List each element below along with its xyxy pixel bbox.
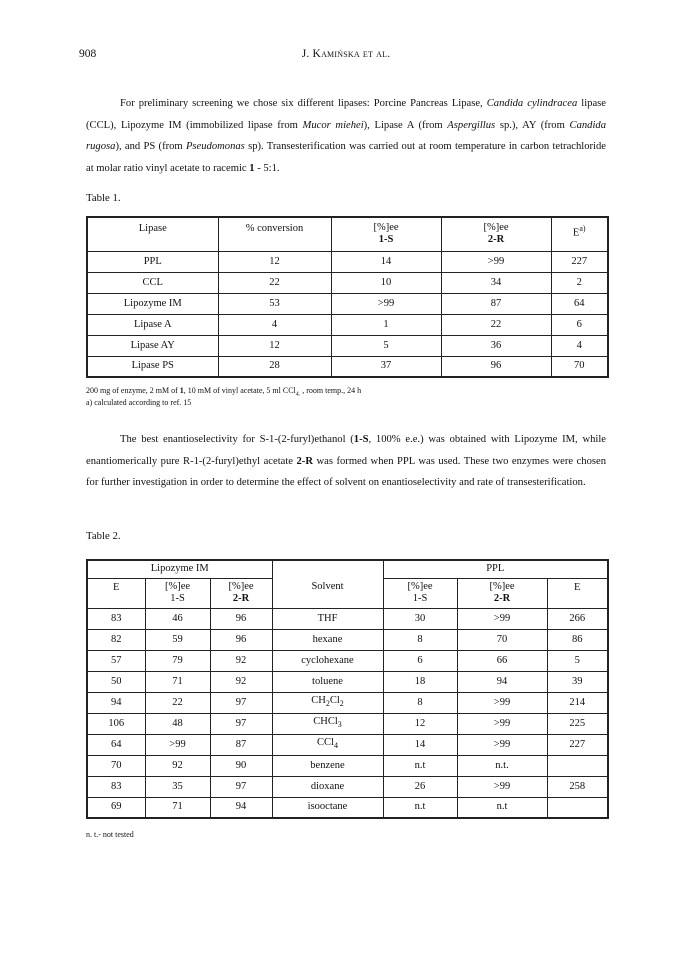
text-run: Candida cylindracea xyxy=(486,98,578,109)
table-cell: 106 xyxy=(87,713,145,734)
table-row xyxy=(87,713,608,734)
header-ee-2r-lipozyme: [%]ee 2-R xyxy=(210,578,272,608)
table-cell: 22 xyxy=(145,692,210,713)
table-1 xyxy=(86,216,609,378)
running-head-text: J. Kamińska et al. xyxy=(301,48,391,60)
table-cell: 94 xyxy=(457,671,547,692)
table-cell: 82 xyxy=(87,629,145,650)
table-row xyxy=(87,734,608,755)
text-run: sp.), AY (from xyxy=(495,119,570,131)
text-run: Candida rugosa xyxy=(86,119,607,152)
header-lipase: Lipase xyxy=(87,217,218,251)
table-cell: 92 xyxy=(145,755,210,776)
text-run: 2-R xyxy=(296,455,313,467)
table-cell: Lipozyme IM xyxy=(87,293,218,314)
table-cell: 258 xyxy=(547,776,608,797)
table-cell: 4 xyxy=(551,335,608,356)
table-cell: 14 xyxy=(331,251,441,272)
table-cell: n.t. xyxy=(457,755,547,776)
table-cell: n.t xyxy=(383,755,457,776)
table-1-footnote-2: a) calculated according to ref. 15 xyxy=(86,398,192,407)
table-cell: 12 xyxy=(218,251,331,272)
table-cell: Lipase PS xyxy=(87,356,218,377)
table-cell: 70 xyxy=(551,356,608,377)
table-cell: 6 xyxy=(383,650,457,671)
group-ppl: PPL xyxy=(383,560,608,578)
table-row xyxy=(87,776,608,797)
table-cell: 37 xyxy=(331,356,441,377)
table-2-header-row xyxy=(87,578,608,608)
text-run: - 5:1. xyxy=(254,162,280,174)
text-run: Mucor miehei xyxy=(302,119,364,131)
table-cell: 92 xyxy=(210,650,272,671)
table-cell: 214 xyxy=(547,692,608,713)
solvent-cell: cyclohexane xyxy=(272,650,383,671)
table-2 xyxy=(86,559,609,819)
table-1-footnote-rule xyxy=(86,377,607,378)
table-cell: Lipase A xyxy=(87,314,218,335)
table-cell: 18 xyxy=(383,671,457,692)
table-cell: 39 xyxy=(547,671,608,692)
table-cell: 97 xyxy=(210,713,272,734)
group-spacer xyxy=(272,560,383,578)
table-cell: 97 xyxy=(210,776,272,797)
running-head xyxy=(0,48,692,60)
table-cell: >99 xyxy=(457,713,547,734)
table-cell: >99 xyxy=(441,251,551,272)
table-2-footnote: n. t.- not tested xyxy=(86,830,134,839)
table-cell: 96 xyxy=(210,608,272,629)
solvent-cell: toluene xyxy=(272,671,383,692)
table-cell: 48 xyxy=(145,713,210,734)
text-run: The best enantioselectivity for S-1-(2-furyl)ethanol ( xyxy=(120,434,354,445)
table-cell: n.t xyxy=(383,797,457,818)
text-run: Aspergillus xyxy=(447,119,496,131)
table-cell: 83 xyxy=(87,776,145,797)
table-row xyxy=(87,356,608,377)
solvent-cell: dioxane xyxy=(272,776,383,797)
table-row xyxy=(87,608,608,629)
table-cell: 94 xyxy=(87,692,145,713)
table-row xyxy=(87,251,608,272)
table-row xyxy=(87,335,608,356)
table-cell: >99 xyxy=(457,776,547,797)
text-run: 1-S xyxy=(353,434,369,445)
table-cell: 34 xyxy=(441,272,551,293)
table-cell: >99 xyxy=(145,734,210,755)
table-cell: >99 xyxy=(457,608,547,629)
table-cell: 94 xyxy=(210,797,272,818)
table-cell: 59 xyxy=(145,629,210,650)
table-1-header-row xyxy=(87,217,608,251)
table-cell: 22 xyxy=(441,314,551,335)
solvent-cell: hexane xyxy=(272,629,383,650)
table-cell: 90 xyxy=(210,755,272,776)
table-cell: 12 xyxy=(218,335,331,356)
text-run: Pseudomonas xyxy=(185,141,245,152)
text-run: ), Lipase A (from xyxy=(363,119,448,131)
header-e-lipozyme: E xyxy=(87,578,145,608)
table-cell: 96 xyxy=(441,356,551,377)
table-cell: 92 xyxy=(210,671,272,692)
table-row xyxy=(87,629,608,650)
header-ee-2r: [%]ee 2-R xyxy=(441,217,551,251)
table-cell: 69 xyxy=(87,797,145,818)
text-run: ), and PS (from xyxy=(115,141,186,152)
table-cell: 71 xyxy=(145,797,210,818)
table-row xyxy=(87,293,608,314)
table-row xyxy=(87,692,608,713)
table-1-footnote-1: 200 mg of enzyme, 2 mM of 1, 10 mM of vinyl acetate, 5 ml CCl$_{4.}$ , room temp., 24 h xyxy=(86,386,362,398)
table-cell: 8 xyxy=(383,692,457,713)
paragraph-2 xyxy=(86,429,606,494)
table-cell: Lipase AY xyxy=(87,335,218,356)
table-row xyxy=(87,671,608,692)
paragraph-1-text xyxy=(86,98,606,174)
paragraph-2-text xyxy=(86,434,606,488)
table-cell: 70 xyxy=(87,755,145,776)
table-cell: 97 xyxy=(210,692,272,713)
text-run: 1 xyxy=(249,162,255,174)
header-conversion: % conversion xyxy=(218,217,331,251)
table-cell: 266 xyxy=(547,608,608,629)
table-cell: 36 xyxy=(441,335,551,356)
table-cell xyxy=(547,797,608,818)
text-run: lipase (CCL), Lipozyme IM (immobilized lipase from xyxy=(86,98,606,131)
solvent-cell: benzene xyxy=(272,755,383,776)
page-number: 908 xyxy=(79,48,97,60)
table-cell: 12 xyxy=(383,713,457,734)
table-cell: 57 xyxy=(87,650,145,671)
table-cell: 87 xyxy=(210,734,272,755)
table-cell: >99 xyxy=(457,692,547,713)
solvent-cell: isooctane xyxy=(272,797,383,818)
table-2-caption: Table 2. xyxy=(86,530,121,542)
table-row xyxy=(87,797,608,818)
table-2-group-row xyxy=(87,560,608,578)
table-cell: 64 xyxy=(551,293,608,314)
table-cell: 71 xyxy=(145,671,210,692)
text-run: For preliminary screening we chose six different lipases: Porcine Pancreas Lipase, xyxy=(120,98,487,109)
solvent-cell: CCl$_4$ xyxy=(272,734,383,755)
table-cell: 28 xyxy=(218,356,331,377)
solvent-cell: CHCl$_3$ xyxy=(272,713,383,734)
table-cell: 87 xyxy=(441,293,551,314)
group-lipozyme-im: Lipozyme IM xyxy=(87,560,272,578)
table-cell: >99 xyxy=(457,734,547,755)
table-cell: 14 xyxy=(383,734,457,755)
table-cell: 83 xyxy=(87,608,145,629)
table-1-caption: Table 1. xyxy=(86,192,121,204)
solvent-cell: THF xyxy=(272,608,383,629)
table-cell: n.t xyxy=(457,797,547,818)
table-cell: 2 xyxy=(551,272,608,293)
text-run: was formed when PPL was used. These two enzymes were chosen for further investigation in order to determine the effect of solvent on enantioselectivity and rate of transesterification. xyxy=(86,455,606,488)
table-cell: 46 xyxy=(145,608,210,629)
table-cell: 79 xyxy=(145,650,210,671)
table-cell: 35 xyxy=(145,776,210,797)
table-cell: 6 xyxy=(551,314,608,335)
table-cell: 50 xyxy=(87,671,145,692)
paragraph-1 xyxy=(86,93,606,179)
table-cell: PPL xyxy=(87,251,218,272)
table-cell xyxy=(547,755,608,776)
table-cell: 96 xyxy=(210,629,272,650)
table-cell: 66 xyxy=(457,650,547,671)
table-cell: 30 xyxy=(383,608,457,629)
table-cell: 53 xyxy=(218,293,331,314)
header-solvent: Solvent xyxy=(272,578,383,608)
table-cell: 70 xyxy=(457,629,547,650)
text-run: , 100% e.e.) was obtained with Lipozyme IM, while enantiomerically pure R-1-(2-furyl)ethyl acetate xyxy=(86,434,606,467)
table-row xyxy=(87,755,608,776)
table-cell: 64 xyxy=(87,734,145,755)
table-cell: 227 xyxy=(551,251,608,272)
table-row xyxy=(87,272,608,293)
header-e: $E^{a)}$ xyxy=(551,217,608,251)
header-ee-1s-ppl: [%]ee 1-S xyxy=(383,578,457,608)
table-cell: 4 xyxy=(218,314,331,335)
header-ee-1s: [%]ee 1-S xyxy=(331,217,441,251)
text-run: sp). Transesterification was carried out at room temperature in carbon tetrachloride at molar ratio vinyl acetate to racemic xyxy=(86,141,606,174)
table-row xyxy=(87,650,608,671)
table-cell: 227 xyxy=(547,734,608,755)
table-cell: CCL xyxy=(87,272,218,293)
table-cell: 8 xyxy=(383,629,457,650)
solvent-cell: $CH_2Cl_2$ xyxy=(272,692,383,713)
table-cell: 86 xyxy=(547,629,608,650)
table-cell: 26 xyxy=(383,776,457,797)
table-row xyxy=(87,314,608,335)
table-cell: 10 xyxy=(331,272,441,293)
table-cell: 1 xyxy=(331,314,441,335)
table-cell: 5 xyxy=(547,650,608,671)
table-cell: >99 xyxy=(331,293,441,314)
table-cell: 5 xyxy=(331,335,441,356)
header-ee-2r-ppl: [%]ee 2-R xyxy=(457,578,547,608)
table-cell: 22 xyxy=(218,272,331,293)
header-ee-1s-lipozyme: [%]ee 1-S xyxy=(145,578,210,608)
table-cell: 225 xyxy=(547,713,608,734)
header-e-ppl: E xyxy=(547,578,608,608)
